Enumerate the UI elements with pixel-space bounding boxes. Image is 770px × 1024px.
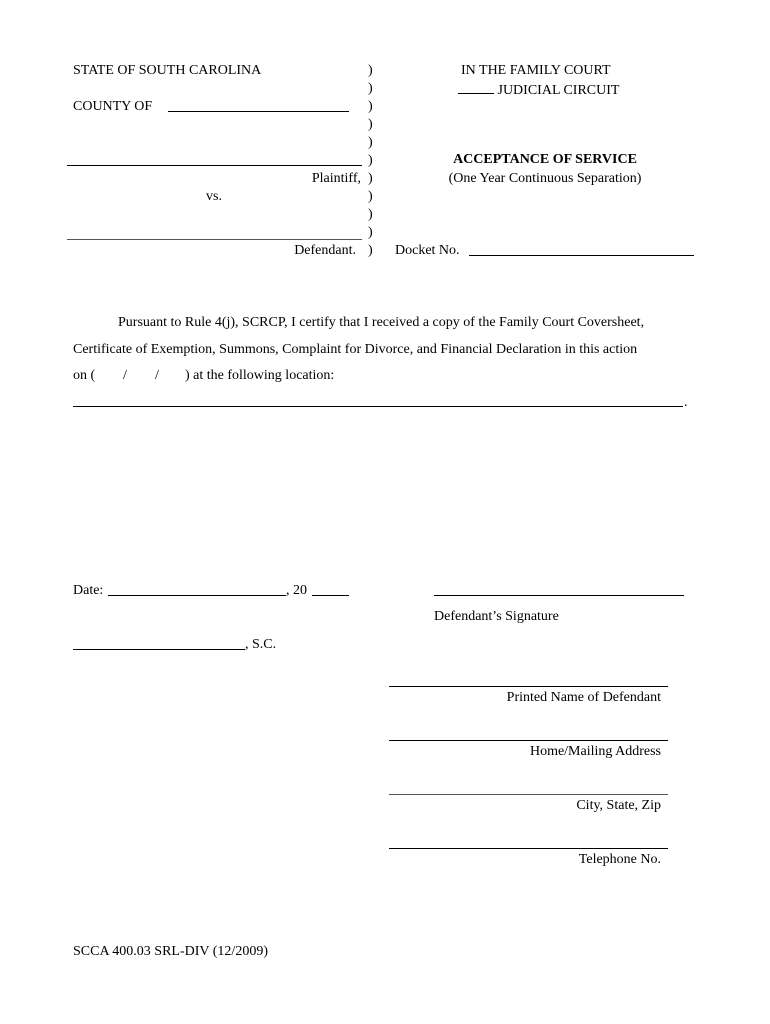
date-slash: /	[155, 368, 159, 383]
form-footer: SCCA 400.03 SRL-DIV (12/2009)	[73, 944, 268, 959]
telephone-label: Telephone No.	[578, 852, 661, 867]
docket-number-line[interactable]	[469, 255, 694, 256]
caption-paren: )	[368, 99, 373, 114]
caption-paren: )	[368, 81, 373, 96]
body-line-3-rest: ) at the following location:	[185, 368, 335, 383]
defendant-name-line[interactable]	[67, 239, 362, 240]
caption-paren: )	[368, 243, 373, 258]
caption-paren: )	[368, 189, 373, 204]
year-prefix: , 20	[286, 583, 307, 598]
caption-paren: )	[368, 225, 373, 240]
city-state-zip-line[interactable]	[389, 794, 668, 795]
state-label: STATE OF SOUTH CAROLINA	[73, 63, 262, 78]
county-field-line[interactable]	[168, 111, 349, 112]
court-name: IN THE FAMILY COURT	[461, 63, 611, 78]
caption-paren: )	[368, 153, 373, 168]
city-sc-field-line[interactable]	[73, 649, 245, 650]
plaintiff-label: Plaintiff,	[311, 171, 361, 186]
plaintiff-name-line[interactable]	[67, 165, 362, 166]
location-line[interactable]	[73, 406, 683, 407]
circuit-number-field[interactable]	[458, 80, 494, 94]
caption-paren: )	[368, 207, 373, 222]
versus-label: vs.	[206, 189, 222, 204]
caption-paren: )	[368, 171, 373, 186]
docket-label: Docket No.	[395, 243, 460, 258]
date-slash: /	[123, 368, 127, 383]
year-field-line[interactable]	[312, 595, 349, 596]
printed-name-line[interactable]	[389, 686, 668, 687]
printed-name-label: Printed Name of Defendant	[506, 690, 661, 705]
document-subtitle: (One Year Continuous Separation)	[448, 171, 642, 186]
address-label: Home/Mailing Address	[529, 744, 661, 759]
county-label: COUNTY OF	[73, 99, 153, 114]
date-field-line[interactable]	[108, 595, 286, 596]
defendant-signature-line[interactable]	[434, 595, 684, 596]
body-line-2: Certificate of Exemption, Summons, Complaint for Divorce, and Financial Declaration in this action	[73, 342, 638, 357]
telephone-line[interactable]	[389, 848, 668, 849]
caption-paren: )	[368, 135, 373, 150]
caption-paren: )	[368, 117, 373, 132]
document-title: ACCEPTANCE OF SERVICE	[453, 152, 637, 167]
date-label: Date:	[73, 583, 104, 598]
circuit-line	[458, 80, 619, 99]
defendant-label: Defendant.	[294, 243, 356, 258]
defendant-signature-label: Defendant’s Signature	[434, 609, 559, 624]
address-line[interactable]	[389, 740, 668, 741]
circuit-label: JUDICIAL CIRCUIT	[497, 83, 620, 98]
caption-paren: )	[368, 63, 373, 78]
sc-suffix: , S.C.	[245, 637, 277, 652]
location-period: .	[684, 395, 688, 410]
body-line-1: Pursuant to Rule 4(j), SCRCP, I certify that I received a copy of the Family Court Coversheet,	[118, 315, 645, 330]
body-line-3-start: on (	[73, 368, 96, 383]
city-state-zip-label: City, State, Zip	[576, 798, 661, 813]
